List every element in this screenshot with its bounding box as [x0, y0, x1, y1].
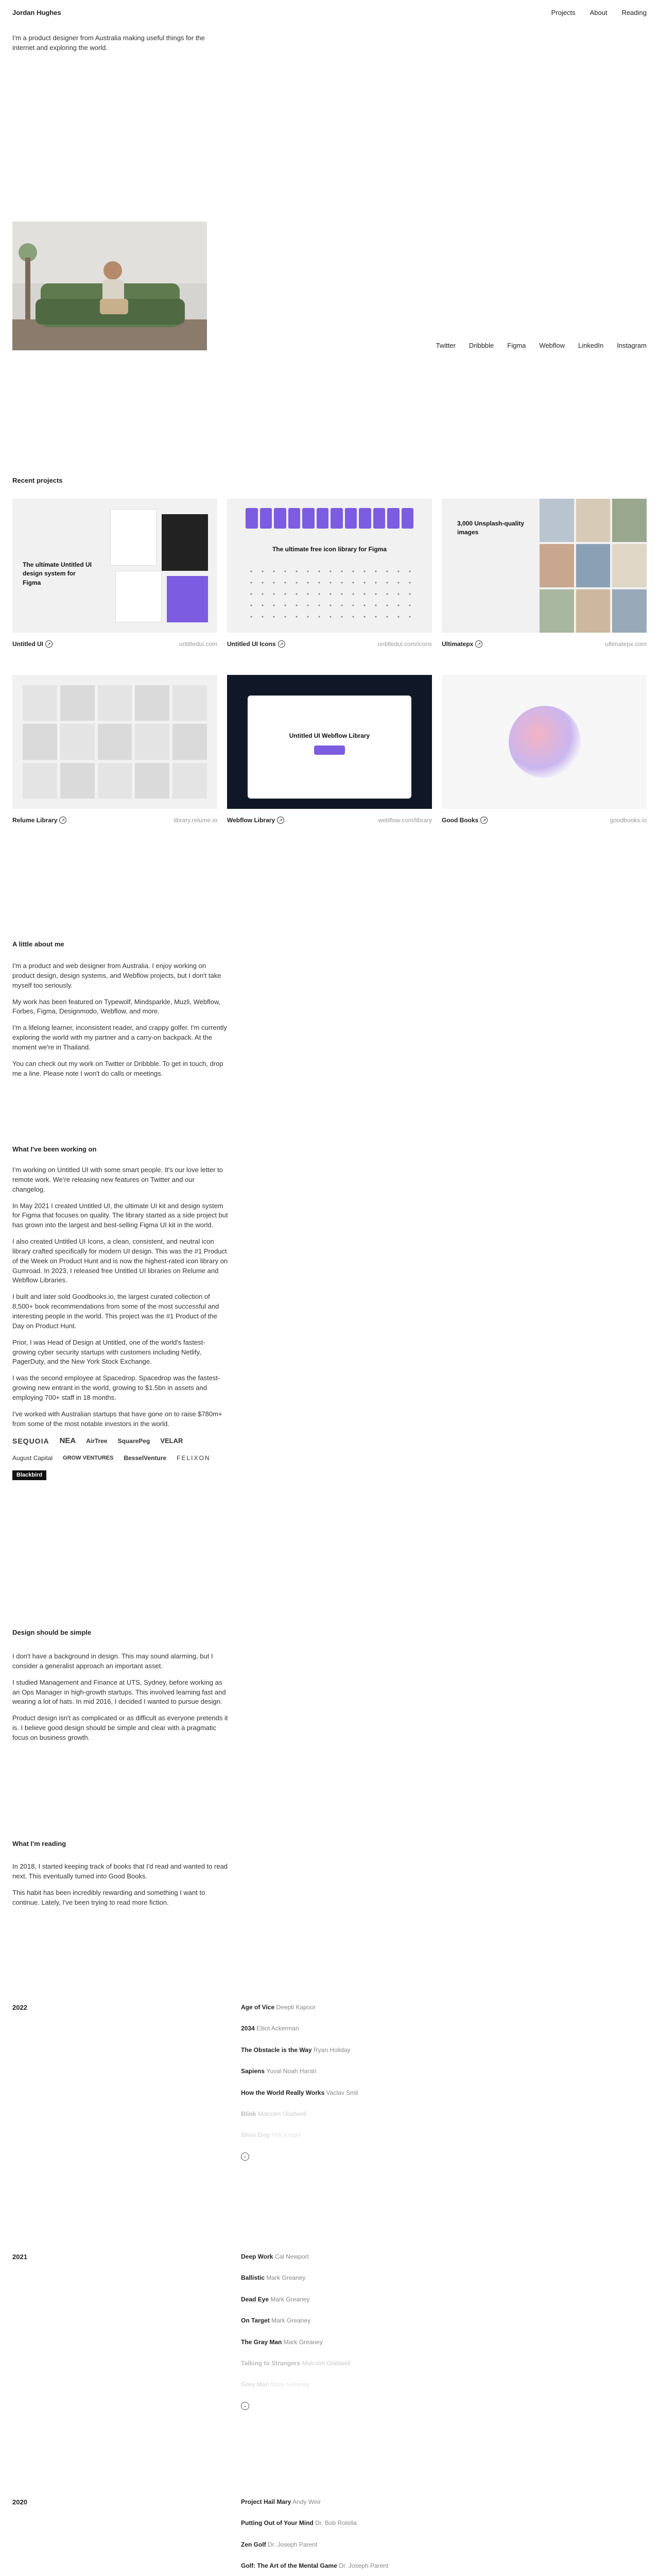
project-headline: The ultimate free icon library for Figma: [272, 546, 387, 553]
work-paragraph: I'm working on Untitled UI with some smart people. It's our love letter to remote work. We're releasing new features on Twitter and our changelog.: [12, 1166, 223, 1193]
nav-about[interactable]: About: [589, 9, 608, 16]
social-twitter[interactable]: Twitter: [436, 342, 456, 349]
book-item[interactable]: How the World Really Works Vaclav Smil: [241, 2089, 358, 2096]
project-headline: 3,000 Unsplash-quality images: [457, 520, 525, 536]
design-paragraph: I don't have a background in design. This may sound alarming, but I consider a generalist approach an important asset.: [12, 1652, 213, 1670]
reading-paragraph: This habit has been incredibly rewarding and something I want to continue. Lately, I've been trying to read more fiction.: [12, 1888, 205, 1906]
project-title[interactable]: Good Books: [442, 817, 479, 824]
book-item[interactable]: Sapiens Yuval Noah Harari: [241, 2067, 317, 2075]
project-url[interactable]: goodbooks.io: [610, 817, 647, 824]
project-card[interactable]: [442, 675, 647, 825]
project-card[interactable]: [227, 499, 432, 649]
social-webflow[interactable]: Webflow: [539, 342, 565, 349]
book-item[interactable]: Blink Malcolm Gladwell: [241, 2110, 306, 2117]
project-url[interactable]: webflow.com/library: [378, 817, 432, 824]
project-thumbnail[interactable]: [12, 675, 217, 809]
social-linkedin[interactable]: LinkedIn: [578, 342, 604, 349]
project-title[interactable]: Untitled UI: [12, 640, 43, 648]
investor-logo: FELIXON: [177, 1454, 211, 1462]
site-name[interactable]: Jordan Hughes: [12, 9, 61, 16]
project-thumbnail[interactable]: [12, 499, 217, 633]
book-item[interactable]: Putting Out of Your Mind Dr. Bob Rotella: [241, 2519, 357, 2527]
about-paragraph: I'm a lifelong learner, inconsistent reader, and crappy golfer. I'm currently exploring the world with my partner and a carry-on backpack. At the moment we're in Thailand.: [12, 1024, 227, 1051]
book-list: [241, 2252, 447, 2410]
investor-logo: NEA: [59, 1436, 76, 1446]
project-headline: Untitled UI Webflow Library: [289, 732, 370, 739]
work-paragraph: Prior, I was Head of Design at Untitled, one of the world's fastest-growing cyber security startups with customers including Netlify, PagerDuty, and the New York Stock Exchange.: [12, 1338, 205, 1366]
reading-paragraph: In 2018, I started keeping track of books that I'd read and wanted to read next. This eventually turned into Good Books.: [12, 1862, 228, 1880]
project-card[interactable]: [12, 499, 217, 649]
reading-label: What I'm reading: [12, 1840, 66, 1848]
hero-photo-illustration: [12, 222, 207, 350]
work-label: What I've been working on: [12, 1145, 97, 1153]
arrow-icon: ↗: [475, 640, 482, 648]
work-paragraph: I built and later sold Goodbooks.io, the largest curated collection of 8,500+ book recommendations from some of the most successful and interesting people in the world. This project was the #1 Product of the Day on Product Hunt.: [12, 1293, 219, 1330]
book-item[interactable]: Shoe Dog Phil Knight: [241, 2131, 301, 2139]
social-instagram[interactable]: Instagram: [617, 342, 647, 349]
investor-logo: GROW VENTURES: [63, 1454, 114, 1461]
project-url[interactable]: untitledui.com/icons: [377, 640, 432, 648]
arrow-icon: ↗: [277, 817, 284, 824]
project-headline: The ultimate Untitled UI design system for Figma: [23, 561, 92, 586]
work-paragraph: In May 2021 I created Untitled UI, the ultimate UI kit and design system for Figma that focuses on quality. The library started as a side project but has grown into the largest and best-selling Figma UI kit in the world.: [12, 1201, 228, 1229]
book-list: [241, 2003, 447, 2161]
arrow-icon: ↗: [480, 817, 488, 824]
nav-reading[interactable]: Reading: [621, 9, 647, 16]
about-paragraph: You can check out my work on Twitter or Dribbble. To get in touch, drop me a line. Please note I won't do calls or meetings.: [12, 1059, 223, 1077]
about-label: A little about me: [12, 940, 64, 948]
social-figma[interactable]: Figma: [507, 342, 526, 349]
investor-logo: VELAR: [160, 1436, 183, 1445]
book-item[interactable]: On Target Mark Greaney: [241, 2317, 311, 2325]
about-paragraph: I'm a product and web designer from Australia. I enjoy working on product design, design systems, and Webflow projects, but I don't take myself too seriously.: [12, 962, 221, 989]
project-title[interactable]: Webflow Library: [227, 817, 275, 824]
project-thumbnail[interactable]: [227, 675, 432, 809]
book-item[interactable]: Golf: The Art of the Mental Game Dr. Joseph Parent: [241, 2562, 389, 2570]
work-paragraph: I also created Untitled UI Icons, a clean, consistent, and neutral icon library crafted specifically for modern UI design. This was the #1 Product of the Week on Product Hunt and is now the highest-rated icon library on Gumroad. In 2023, I released free Untitled UI libraries on Relume and Webflow Libraries.: [12, 1238, 228, 1284]
book-item[interactable]: Project Hail Mary Andy Weir: [241, 2498, 321, 2505]
design-paragraph: I studied Management and Finance at UTS, Sydney, before working as an Ops Manager in high-growth startups. This involved learning fast and wearing a lot of hats. In mid 2016, I decided I wanted to pursue design.: [12, 1678, 226, 1706]
investor-logo: SEQUOIA: [12, 1437, 49, 1446]
book-item[interactable]: Zen Golf Dr. Joseph Parent: [241, 2540, 318, 2548]
book-item[interactable]: The Obstacle is the Way Ryan Holiday: [241, 2046, 351, 2054]
book-list: [241, 2498, 447, 2576]
project-title[interactable]: Ultimatepx: [442, 640, 474, 648]
design-paragraph: Product design isn't as complicated or as difficult as everyone pretends it is. I believe good design should be simple and clear with a pragmatic focus on business growth.: [12, 1714, 228, 1741]
investor-logo: August Capital: [12, 1454, 53, 1462]
book-item[interactable]: The Gray Man Mark Greaney: [241, 2338, 323, 2346]
book-item[interactable]: Grey Man Mark Greaney: [241, 2381, 310, 2388]
project-card[interactable]: [12, 675, 217, 825]
work-paragraph: I was the second employee at Spacedrop. Spacedrop was the fastest-growing new entrant in the world, growing to $1.5bn in assets and employing 700+ staff in 18 months.: [12, 1374, 220, 1401]
project-title[interactable]: Untitled UI Icons: [227, 640, 276, 648]
investor-logo: SquarePeg: [117, 1437, 150, 1445]
project-title[interactable]: Relume Library: [12, 817, 58, 824]
year-label: 2020: [12, 2498, 27, 2506]
investor-logos: [12, 1435, 229, 1480]
work-paragraph: I've worked with Australian startups that have gone on to raise $780m+ from some of the most notable investors in the world.: [12, 1410, 222, 1428]
project-thumbnail[interactable]: [442, 499, 647, 633]
about-paragraph: My work has been featured on Typewolf, Mindsparkle, Muzli, Webflow, Forbes, Figma, Designmodo, Webflow, and more.: [12, 997, 221, 1015]
projects-label: Recent projects: [12, 477, 63, 484]
social-dribbble[interactable]: Dribbble: [469, 342, 494, 349]
design-label: Design should be simple: [12, 1629, 92, 1636]
arrow-icon: ↗: [278, 640, 285, 648]
project-card[interactable]: [227, 675, 432, 825]
book-item[interactable]: Ballistic Mark Greaney: [241, 2274, 306, 2282]
book-item[interactable]: Deep Work Cal Newport: [241, 2253, 309, 2260]
intro-text: I'm a product designer from Australia making useful things for the internet and exploring the world.: [12, 33, 205, 52]
book-item[interactable]: Age of Vice Deepti Kapoor: [241, 2004, 316, 2011]
about-text: [12, 961, 229, 1085]
top-nav: [551, 8, 647, 18]
year-label: 2021: [12, 2253, 27, 2261]
investor-logo: AirTree: [86, 1437, 108, 1445]
project-url[interactable]: ultimatepx.com: [605, 640, 647, 648]
project-url[interactable]: untitledui.com: [179, 640, 217, 648]
project-card[interactable]: [442, 499, 647, 649]
project-thumbnail[interactable]: [227, 499, 432, 633]
header: [12, 8, 647, 52]
design-text: [12, 1652, 229, 1750]
arrow-icon: ↗: [45, 640, 53, 648]
book-item[interactable]: Talking to Strangers Malcolm Gladwell: [241, 2359, 351, 2367]
expand-more-icon[interactable]: ⌄: [241, 2402, 249, 2410]
investor-logo: BesselVenture: [124, 1454, 167, 1462]
reading-text: [12, 1862, 229, 1914]
hero-photo: [12, 222, 207, 350]
book-item[interactable]: Dead Eye Mark Greaney: [241, 2295, 310, 2303]
arrow-icon: ↗: [59, 817, 66, 824]
social-links: [436, 341, 647, 351]
nav-projects[interactable]: Projects: [551, 9, 576, 16]
project-url[interactable]: library.relume.io: [174, 817, 217, 824]
investor-logo: Blackbird: [12, 1470, 46, 1481]
year-label: 2022: [12, 2004, 27, 2011]
project-thumbnail[interactable]: [442, 675, 647, 809]
expand-more-icon[interactable]: ⌄: [241, 2153, 249, 2161]
book-item[interactable]: 2034 Elliot Ackerman: [241, 2025, 299, 2032]
work-text: [12, 1165, 229, 1480]
